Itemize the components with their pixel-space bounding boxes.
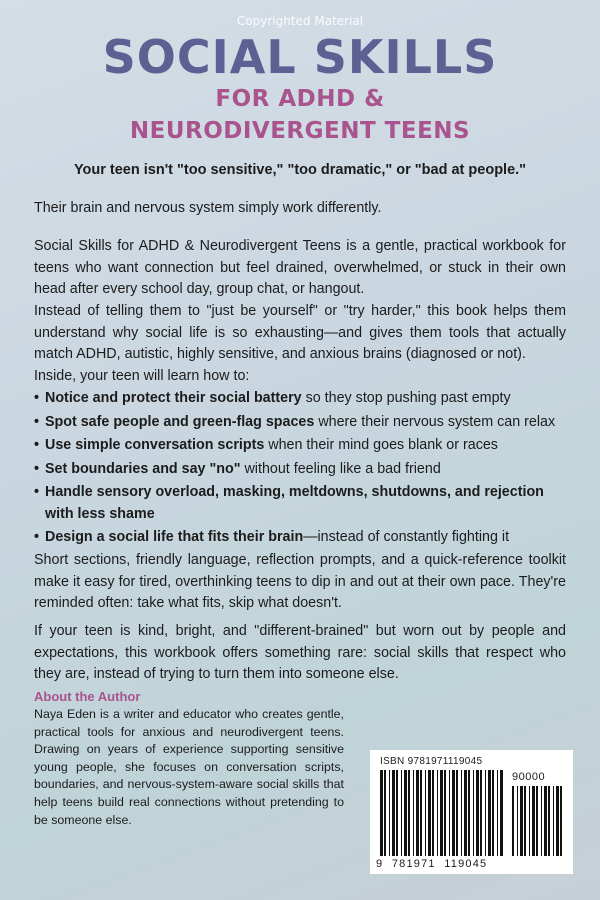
- list-item-bold: Design a social life that fits their brain: [45, 529, 304, 545]
- list-item: [34, 527, 566, 549]
- paragraph-closing: If your teen is kind, bright, and "different-brained" but worn out by people and expectations, this workbook offers something rare: social skills that respect who they are, instead of trying to turn them into someone else.: [34, 623, 566, 682]
- skills-list: [34, 388, 566, 551]
- paragraph-format: Short sections, friendly language, reflection prompts, and a quick-reference toolkit make it easy for tired, overthinking teens to dip in and out at their own pace. They're reminded often: take what fits, skip what doesn't.: [34, 552, 566, 611]
- copyright-watermark: Copyrighted Material: [236, 14, 364, 28]
- bullets-intro: Inside, your teen will learn how to:: [34, 368, 250, 384]
- about-author-heading: About the Author: [34, 689, 141, 704]
- hook-line: Your teen isn't "too sensitive," "too dramatic," or "bad at people.": [73, 162, 527, 178]
- list-item-rest: so they stop pushing past empty: [301, 390, 511, 406]
- isbn-label: ISBN 9781971119045: [380, 756, 483, 767]
- list-item-bold: Handle sensory overload, masking, meltdowns, shutdowns, and rejection with less shame: [45, 484, 544, 522]
- list-item: [34, 412, 566, 434]
- list-item-bold: Spot safe people and green-flag spaces: [45, 413, 315, 430]
- about-author-text: Naya Eden is a writer and educator who creates gentle, practical tools for anxious and neurodivergent teens. Drawing on years of experience supporting sensitive young people, she focuses on conversation scripts, boundaries, and nervous-system-aware social skills that help teens build real connections without pretending to be someone else.: [34, 707, 344, 827]
- isbn-barcode: [370, 750, 573, 874]
- paragraph-approach: Instead of telling them to "just be yourself" or "try harder," this book helps them understand why social life is so exhausting—and gives them tools that actually match ADHD, autistic, highly sensitive, and anxious brains (diagnosed or not).: [34, 303, 566, 362]
- list-item-rest: —instead of constantly fighting it: [303, 529, 510, 545]
- list-item: [34, 459, 566, 481]
- list-item-rest: when their mind goes blank or races: [264, 437, 498, 453]
- list-item: [34, 435, 566, 457]
- paragraph-description: Social Skills for ADHD & Neurodivergent Teens is a gentle, practical workbook for teens who want connection but feel drained, overwhelmed, or stuck in their own head after every school day, group chat, or hangout.: [34, 238, 566, 297]
- isbn-digits: 9 781971 119045: [376, 858, 488, 870]
- barcode-bars: [370, 750, 573, 874]
- price-code: 90000: [512, 771, 546, 783]
- list-item-bold: Notice and protect their social battery: [45, 390, 302, 406]
- book-subtitle-line2: NEURODIVERGENT TEENS: [129, 118, 471, 144]
- list-item-rest: where their nervous system can relax: [314, 413, 556, 430]
- list-item-rest: without feeling like a bad friend: [240, 460, 441, 477]
- paragraph-intro: Their brain and nervous system simply work differently.: [34, 200, 382, 216]
- list-item-bold: Set boundaries and say "no": [45, 460, 241, 477]
- list-item-bold: Use simple conversation scripts: [45, 437, 265, 453]
- list-item: [34, 388, 566, 410]
- list-item: [34, 482, 566, 525]
- book-title: SOCIAL SKILLS: [102, 30, 498, 84]
- book-subtitle-line1: FOR ADHD &: [215, 86, 385, 112]
